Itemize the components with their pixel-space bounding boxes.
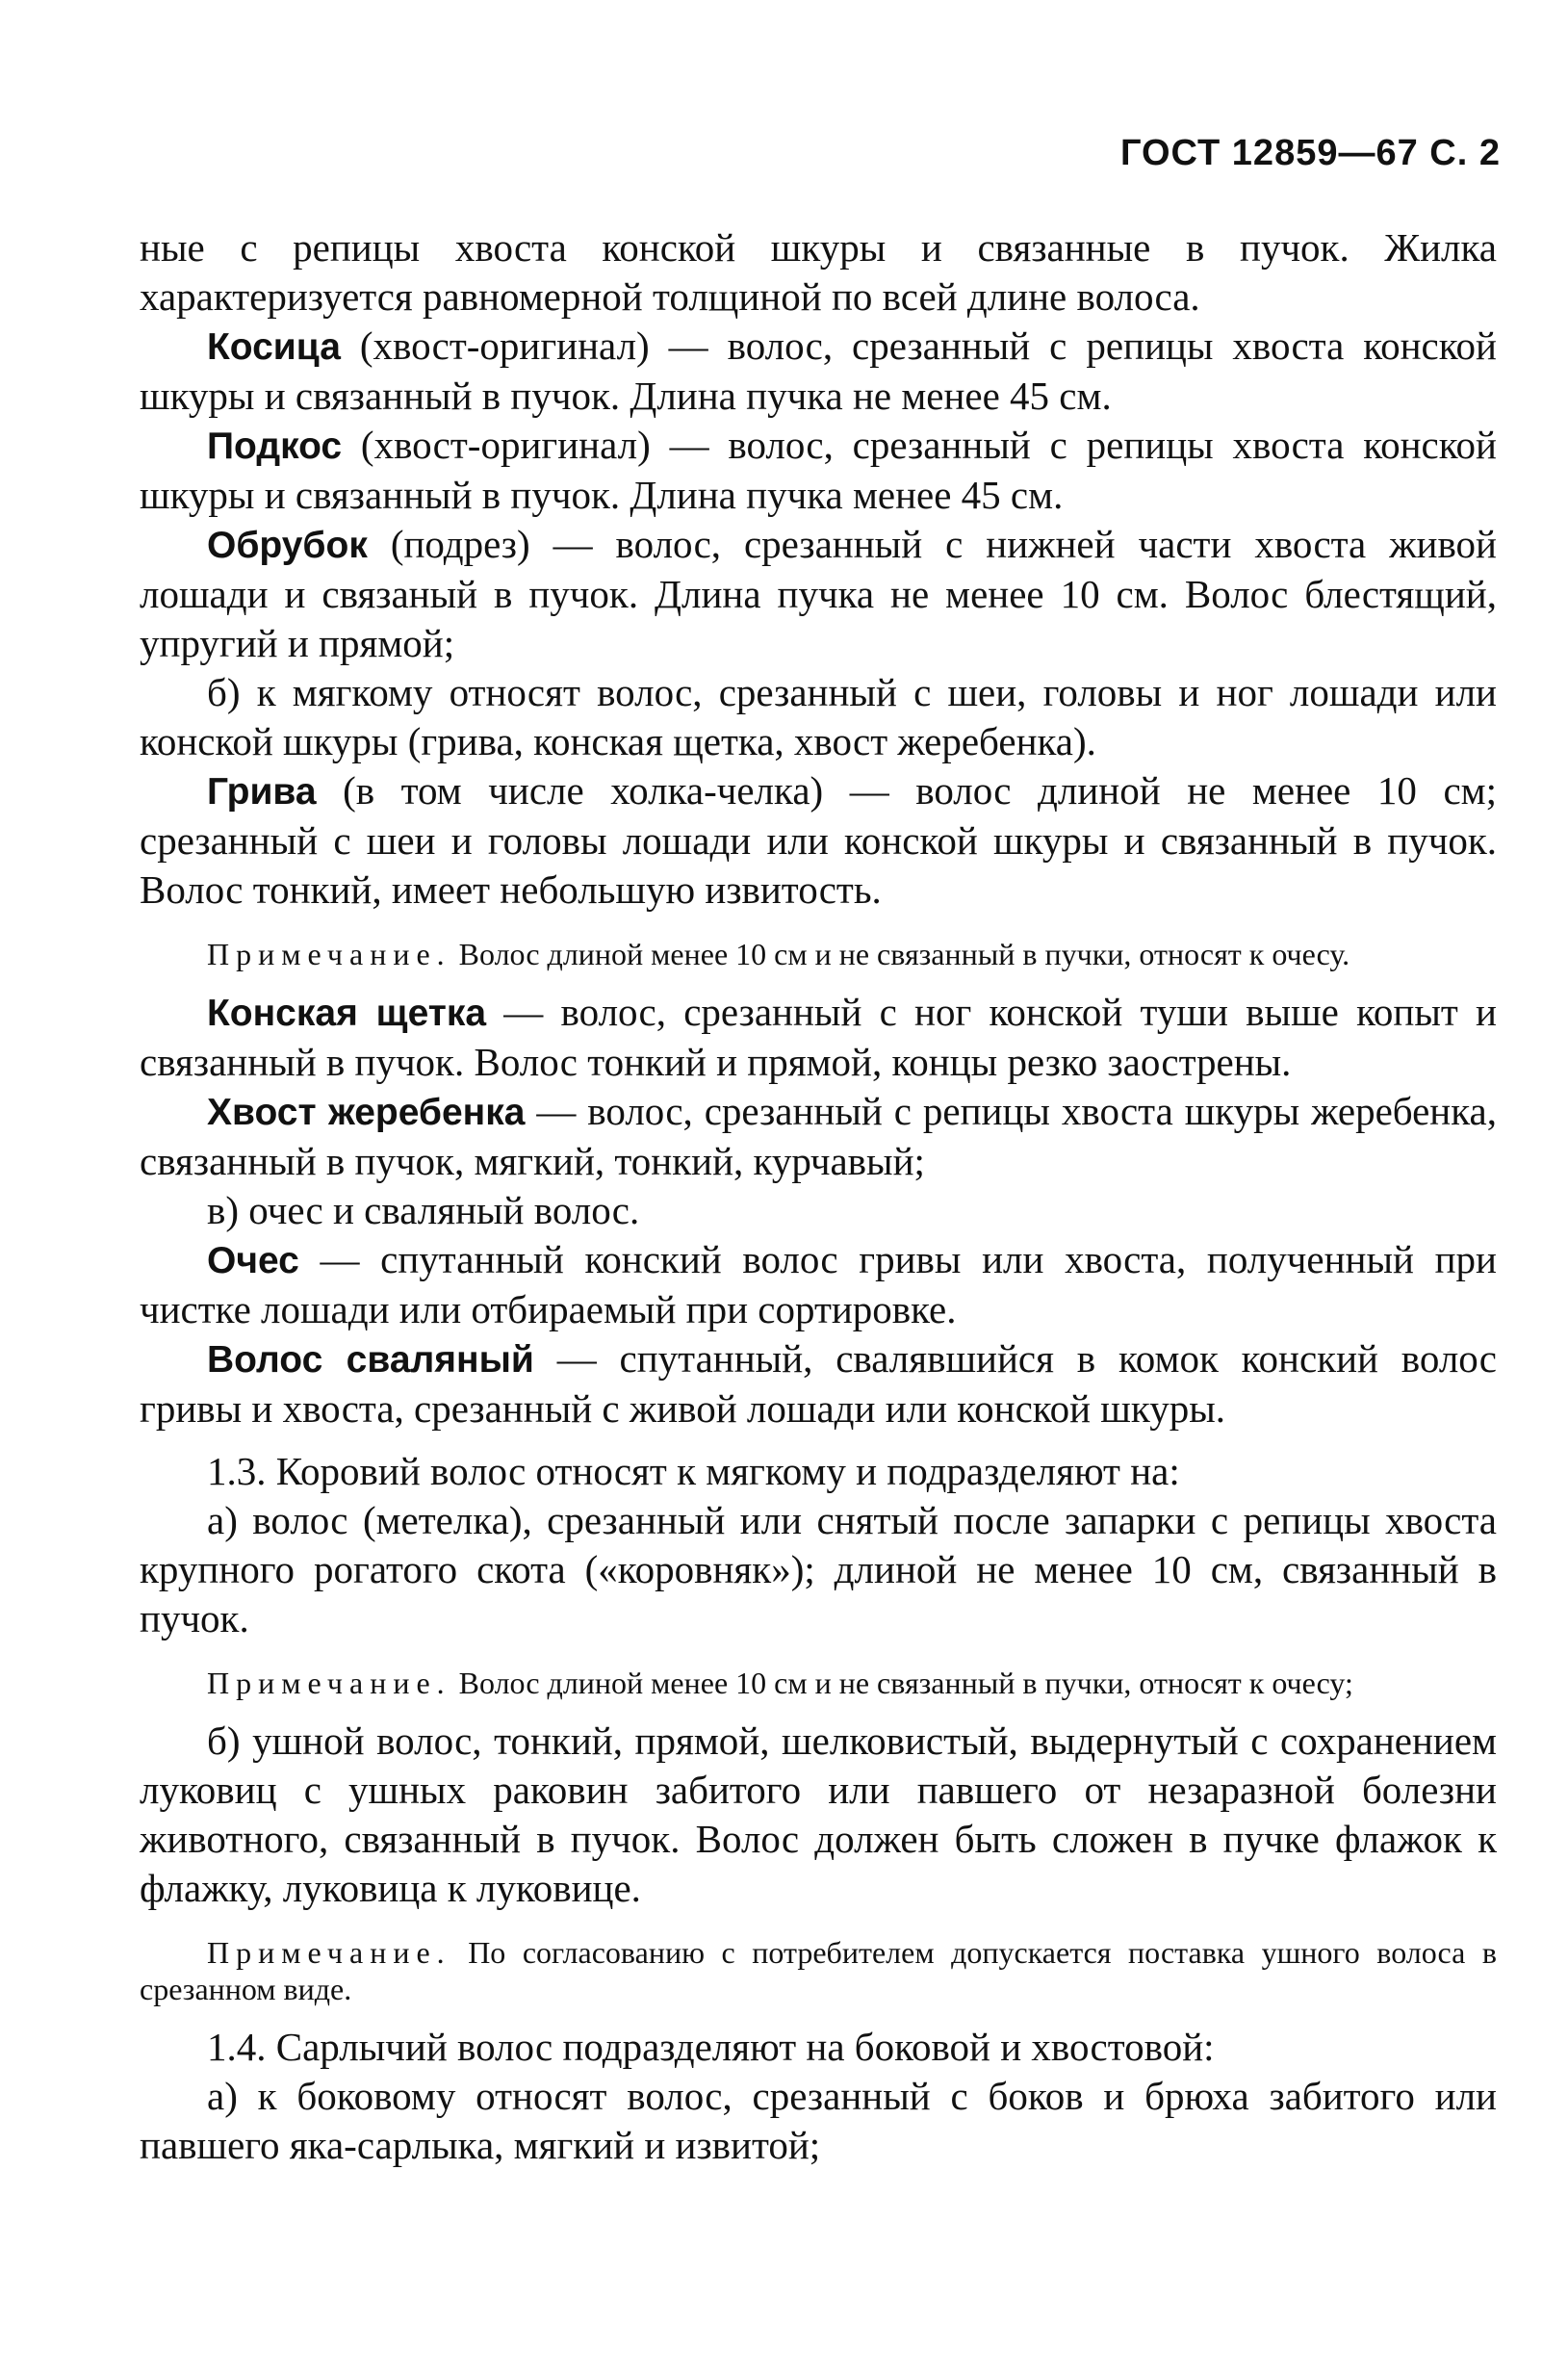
page-content <box>140 223 1497 2170</box>
paragraph-section-1-4: 1.4. Сарлычий волос подразделяют на боковой и хвостовой: <box>207 2025 1215 2069</box>
term-obrubok: Обрубок <box>207 525 368 566</box>
paragraph-volos-svalyany: Волос сваляный — спутанный, свалявшийся в комок конский волос гривы и хвоста, срезанный с живой лошади или конской шкуры. <box>140 1336 1497 1431</box>
paragraph-obrubok: Обрубок (подрез) — волос, срезанный с нижней части хвоста живой лошади и связаный в пучок. Длина пучка не менее 10 см. Волос блестящий, упругий и прямой; <box>140 522 1497 665</box>
paragraph-ochyos-list: в) очес и сваляный волос. <box>207 1188 640 1232</box>
page-header: ГОСТ 12859—67 С. 2 <box>1119 133 1501 173</box>
term-podkos: Подкос <box>207 426 343 467</box>
term-kosica: Косица <box>207 326 341 368</box>
paragraph-soft-hair: б) к мягкому относят волос, срезанный с шеи, головы и ног лошади или конской шкуры (грива, конская щетка, хвост жеребенка). <box>140 670 1497 763</box>
note-label: Примечание. <box>207 1666 451 1700</box>
paragraph-zhilka-continuation: ные с репицы хвоста конской шкуры и связанные в пучок. Жилка характеризуется равномерной толщиной по всей длине волоса. <box>140 225 1497 319</box>
term-volos-svalyany: Волос сваляный <box>207 1339 534 1381</box>
term-khvost-zherebenka: Хвост жеребенка <box>207 1092 526 1133</box>
note-1: Примечание. Волос длиной менее 10 см и не связанный в пучки, относят к очесу. <box>207 937 1350 971</box>
note-3: Примечание. По согласованию с потребителем допускается поставка ушного волоса в срезанном виде. <box>140 1935 1497 2006</box>
paragraph-section-1-3: 1.3. Коровий волос относят к мягкому и подразделяют на: <box>207 1449 1180 1493</box>
paragraph-ochyos: Очес — спутанный конский волос гривы или хвоста, полученный при чистке лошади или отбираемый при сортировке. <box>140 1237 1497 1331</box>
term-ochyos: Очес <box>207 1240 299 1281</box>
paragraph-konskaya-shchetka: Конская щетка — волос, срезанный с ног конской туши выше копыт и связанный в пучок. Волос тонкий и прямой, концы резко заострены. <box>140 990 1497 1084</box>
paragraph-podkos: Подкос (хвост-оригинал) — волос, срезанный с репицы хвоста конской шкуры и связанный в пучок. Длина пучка менее 45 см. <box>140 423 1497 517</box>
paragraph-bokovoy: а) к боковому относят волос, срезанный с боков и брюха забитого или павшего яка-сарлыка, мягкий и извитой; <box>140 2074 1497 2167</box>
note-2: Примечание. Волос длиной менее 10 см и не связанный в пучки, относят к очесу; <box>207 1666 1353 1700</box>
paragraph-khvost-zherebenka: Хвост жеребенка — волос, срезанный с репицы хвоста шкуры жеребенка, связанный в пучок, мягкий, тонкий, курчавый; <box>140 1089 1497 1183</box>
paragraph-metelka: а) волос (метелка), срезанный или снятый после запарки с репицы хвоста крупного рогатого скота («коровняк»); длиной не менее 10 см, связанный в пучок. <box>140 1498 1497 1641</box>
paragraph-ushnoy-volos: б) ушной волос, тонкий, прямой, шелковистый, выдернутый с сохранением луковиц с ушных раковин забитого или павшего от незаразной болезни животного, связанный в пучок. Волос должен быть сложен в пучке флажок к флажку, луковица к луковице. <box>140 1718 1497 1910</box>
paragraph-kosica: Косица (хвост-оригинал) — волос, срезанный с репицы хвоста конской шкуры и связанный в пучок. Длина пучка не менее 45 см. <box>140 323 1497 418</box>
term-griva: Грива <box>207 771 317 813</box>
note-label: Примечание. <box>207 937 451 971</box>
paragraph-griva: Грива (в том числе холка-челка) — волос длиной не менее 10 см; срезанный с шеи и головы лошади или конской шкуры и связанный в пучок. Волос тонкий, имеет небольшую извитость. <box>140 768 1497 912</box>
term-konskaya-shchetka: Конская щетка <box>207 993 487 1034</box>
note-label: Примечание. <box>207 1935 451 1970</box>
